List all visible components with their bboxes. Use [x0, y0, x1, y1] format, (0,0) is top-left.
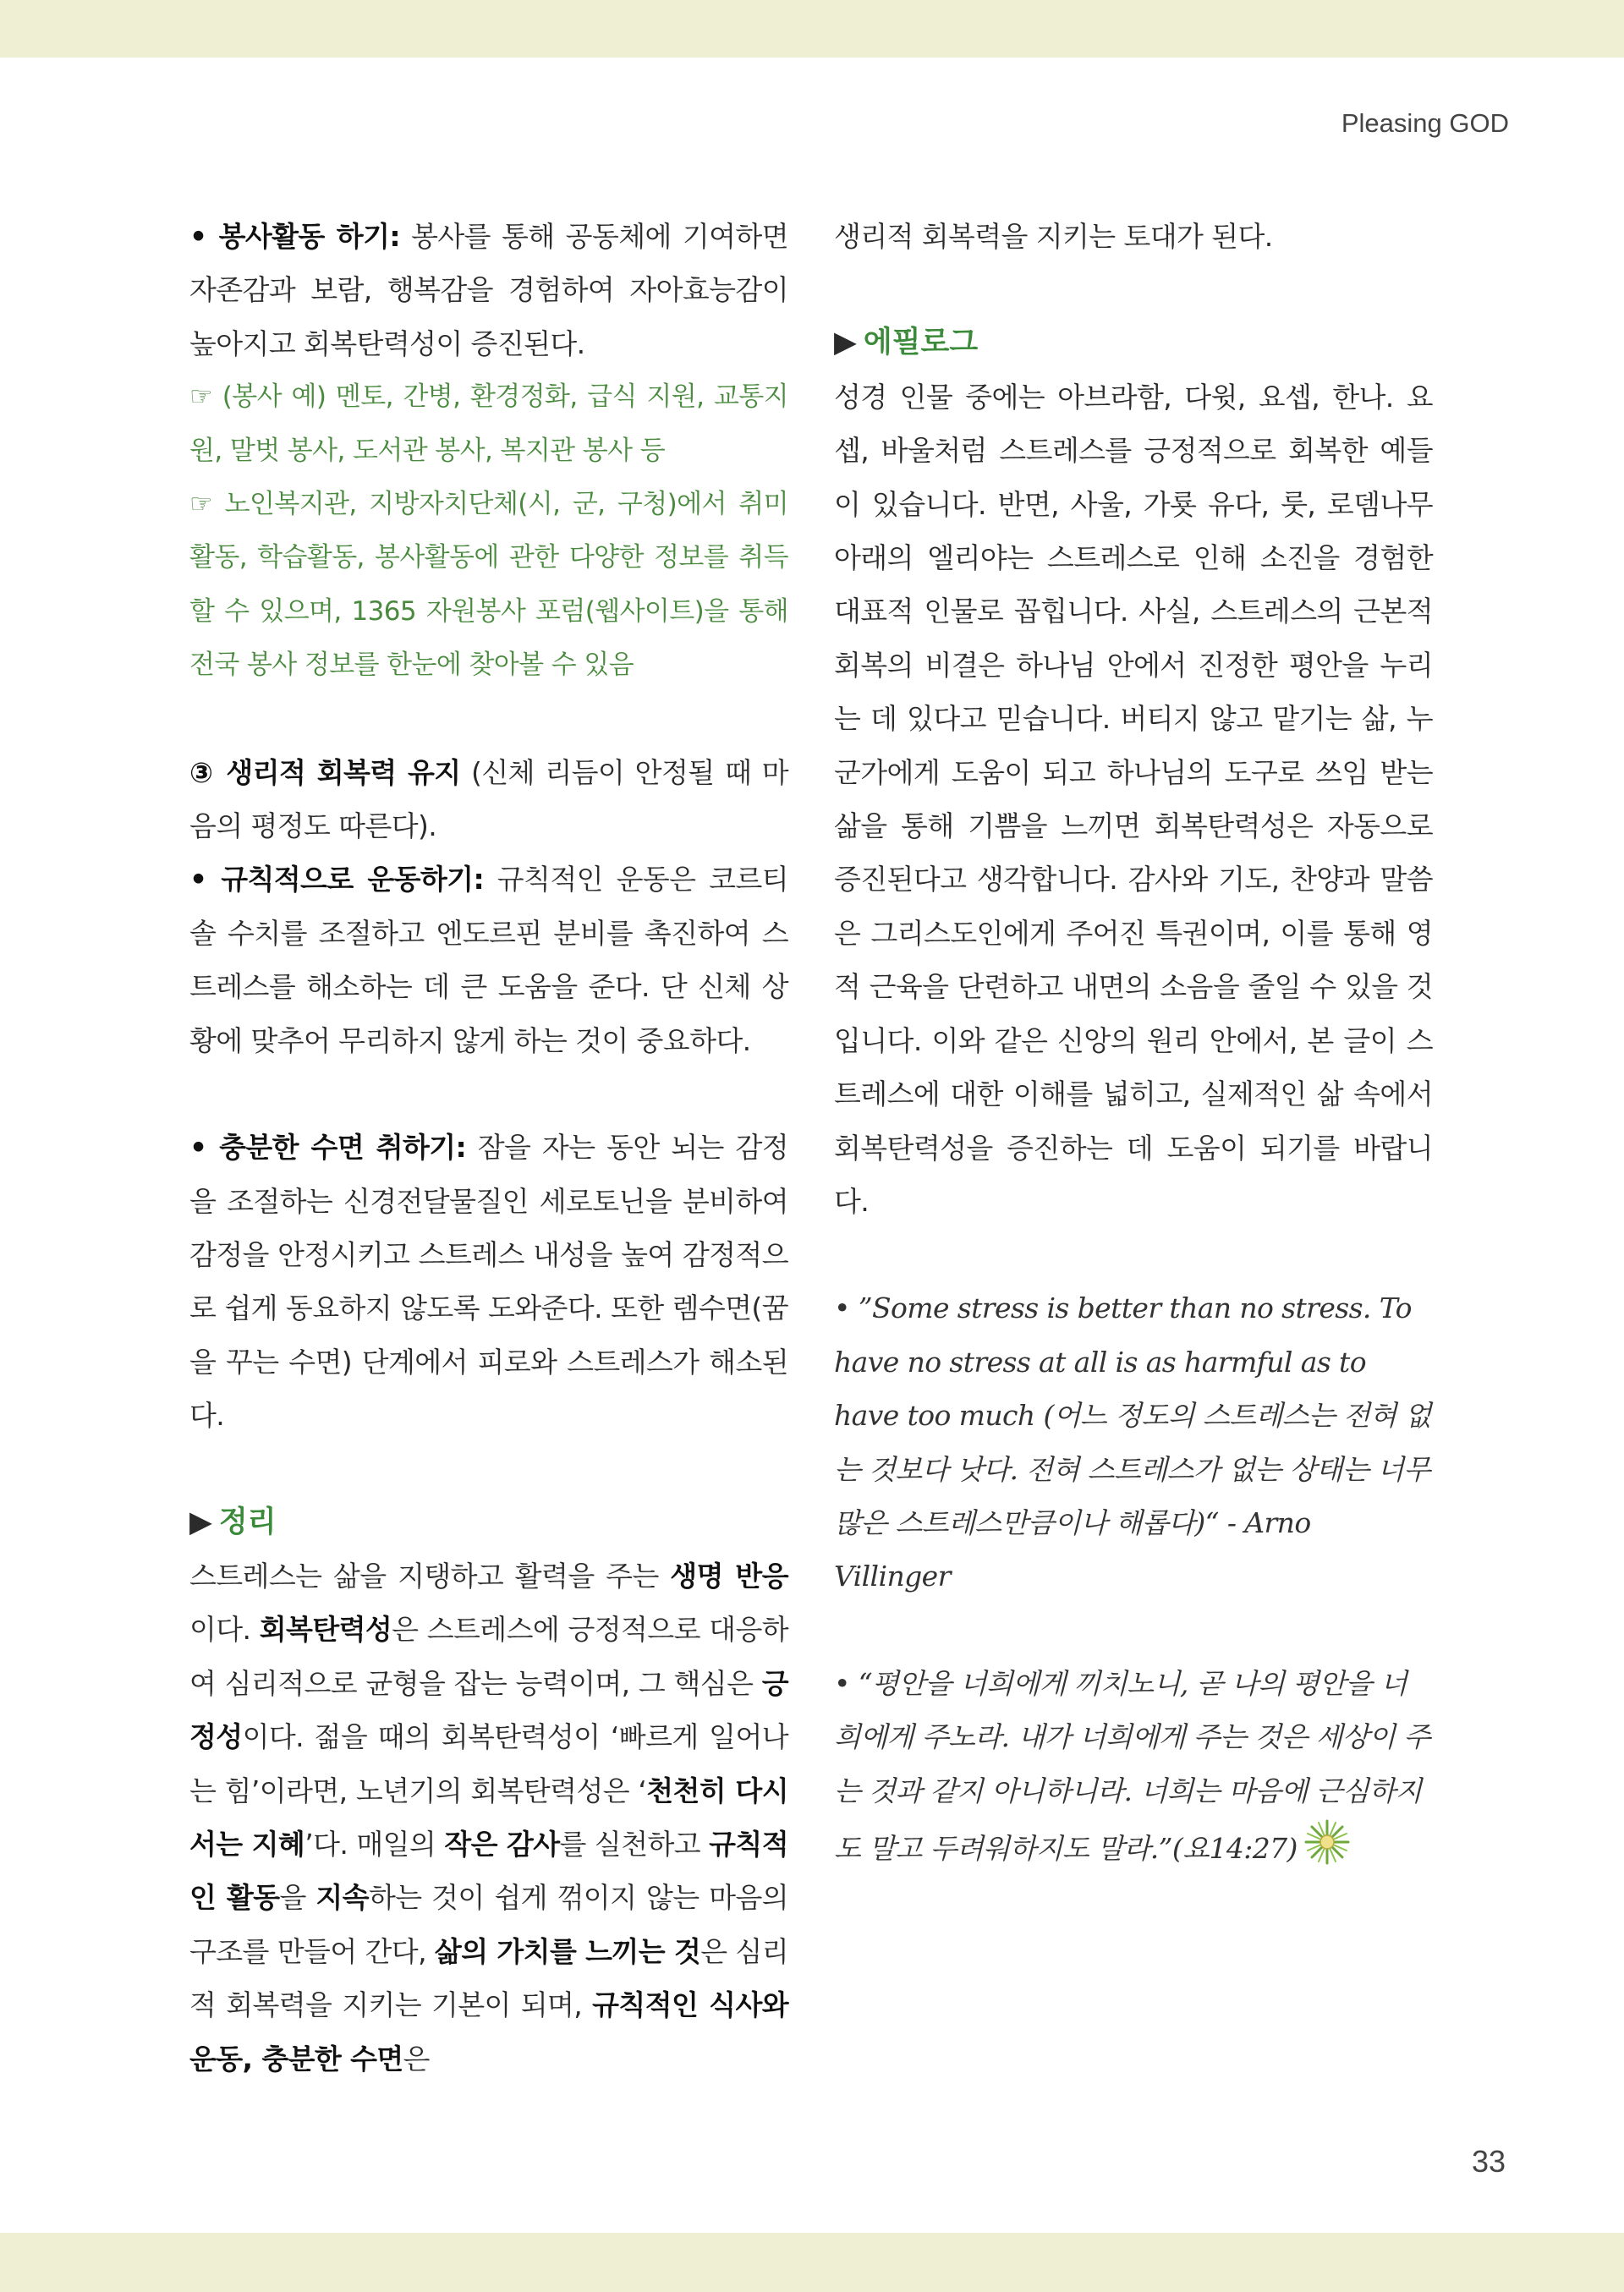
physio-text: (신체 리듬이 안정될 때 마음의 평정도 따른다).	[189, 755, 788, 843]
volunteer-note-info: ☞ 노인복지관, 지방자치단체(시, 군, 구청)에서 취미활동, 학습활동, 봉사활동에 관한 다양한 정보를 취득할 수 있으며, 1365 자원봉사 포럼(웹사이트)을 통해 전국 봉사 정보를 한눈에 찾아볼 수 있음	[189, 489, 788, 681]
continuation-text: 생리적 회복력을 지키는 토대가 된다.	[834, 220, 1273, 253]
volunteer-label: • 봉사활동 하기:	[189, 220, 400, 253]
bottom-band	[0, 2233, 1624, 2292]
volunteer-paragraph	[189, 210, 788, 370]
volunteer-text: 봉사를 통해 공동체에 기여하면 자존감과 보람, 행복감을 경험하여 자아효능감이 높아지고 회복탄력성이 증진된다.	[189, 220, 788, 360]
sleep-paragraph	[189, 1121, 788, 1442]
sleep-text: 잠을 자는 동안 뇌는 감정을 조절하는 신경전달물질인 세로토닌을 분비하여 감정을 안정시키고 스트레스 내성을 높여 감정적으로 쉽게 동요하지 않도록 도와준다. 또한 렘수면(꿈을 꾸는 수면) 단계에서 피로와 스트레스가 해소된다.	[189, 1131, 788, 1433]
exercise-text: 규칙적인 운동은 코르티솔 수치를 조절하고 엔도르핀 분비를 촉진하여 스트레스를 해소하는 데 큰 도움을 준다. 단 신체 상황에 맞추어 무리하지 않게 하는 것이 중요하다.	[189, 863, 788, 1057]
page-number: 33	[1471, 2144, 1506, 2179]
epilogue-paragraph: 성경 인물 중에는 아브라함, 다윗, 요셉, 한나. 요셉, 바울처럼 스트레스를 긍정적으로 회복한 예들이 있습니다. 반면, 사울, 가룟 유다, 룻, 로뎀나무 아래의 엘리야는 스트레스로 인해 소진을 경험한 대표적 인물로 꼽힙니다. 사실, 스트레스의 근본적 회복의 비결은 하나님 안에서 진정한 평안을 누리는 데 있다고 믿습니다. 버티지 않고 맡기는 삶, 누군가에게 도움이 되고 하나님의 도구로 쓰임 받는 삶을 통해 기쁨을 느끼면 회복탄력성은 자동으로 증진된다고 생각합니다. 감사와 기도, 찬양과 말씀은 그리스도인에게 주어진 특권이며, 이를 통해 영적 근육을 단련하고 내면의 소음을 줄일 수 있을 것입니다. 이와 같은 신앙의 원리 안에서, 본 글이 스트레스에 대한 이해를 넓히고, 실제적인 삶 속에서 회복탄력성을 증진하는 데 도움이 되기를 바랍니다.	[834, 380, 1433, 1218]
top-band	[0, 0, 1624, 58]
running-title: Pleasing GOD	[1341, 108, 1509, 138]
triangle-bullet-icon: ▶	[189, 1505, 212, 1539]
sleep-label: • 충분한 수면 취하기:	[189, 1131, 467, 1165]
summary-paragraph: 스트레스는 삶을 지탱하고 활력을 주는 생명 반응이다. 회복탄력성은 스트레스에 긍정적으로 대응하여 심리적으로 균형을 잡는 능력이며, 그 핵심은 긍정성이다. 젊을 때의 회복탄력성이 ‘빠르게 일어나는 힘’이라면, 노년기의 회복탄력성은 ‘천천히 다시 서는 지혜’다. 매일의 작은 감사를 실천하고 규칙적인 활동을 지속하는 것이 쉽게 꺾이지 않는 마음의 구조를 만들어 간다, 삶의 가치를 느끼는 것은 심리적 회복력을 지키는 기본이 되며, 규칙적인 식사와 운동, 충분한 수면은	[189, 1559, 788, 2075]
triangle-bullet-icon: ▶	[834, 326, 857, 360]
quote-villinger: • ”Some stress is better than no stress. To have no stress at all is as harmful as to have too much (어느 정도의 스트레스는 전혀 없는 것보다 낫다. 전혀 스트레스가 없는 상태는 너무 많은 스트레스만큼이나 해롭다)“ - Arno Villinger	[834, 1291, 1431, 1593]
epilogue-heading: ▶ 에필로그	[834, 326, 979, 360]
right-column	[834, 210, 1433, 1883]
physio-title: ③ 생리적 회복력 유지	[189, 755, 461, 789]
quote-john-14-27: • “평안을 너희에게 끼치노니, 곧 나의 평안을 너희에게 주노라. 내가 너희에게 주는 것은 세상이 주는 것과 같지 아니하니라. 너희는 마음에 근심하지도 말고 두려워하지도 말라.”(요14:27)	[834, 1657, 1433, 1884]
exercise-paragraph	[189, 853, 788, 1067]
volunteer-note-examples: ☞ (봉사 예) 멘토, 간병, 환경정화, 급식 지원, 교통지원, 말벗 봉사, 도서관 봉사, 복지관 봉사 등	[189, 381, 788, 466]
green-flower-ornament-icon	[1303, 1818, 1352, 1883]
left-column	[189, 210, 788, 2086]
exercise-label: • 규칙적으로 운동하기:	[189, 863, 485, 897]
summary-heading: ▶ 정리	[189, 1505, 277, 1539]
physio-paragraph	[189, 746, 788, 853]
